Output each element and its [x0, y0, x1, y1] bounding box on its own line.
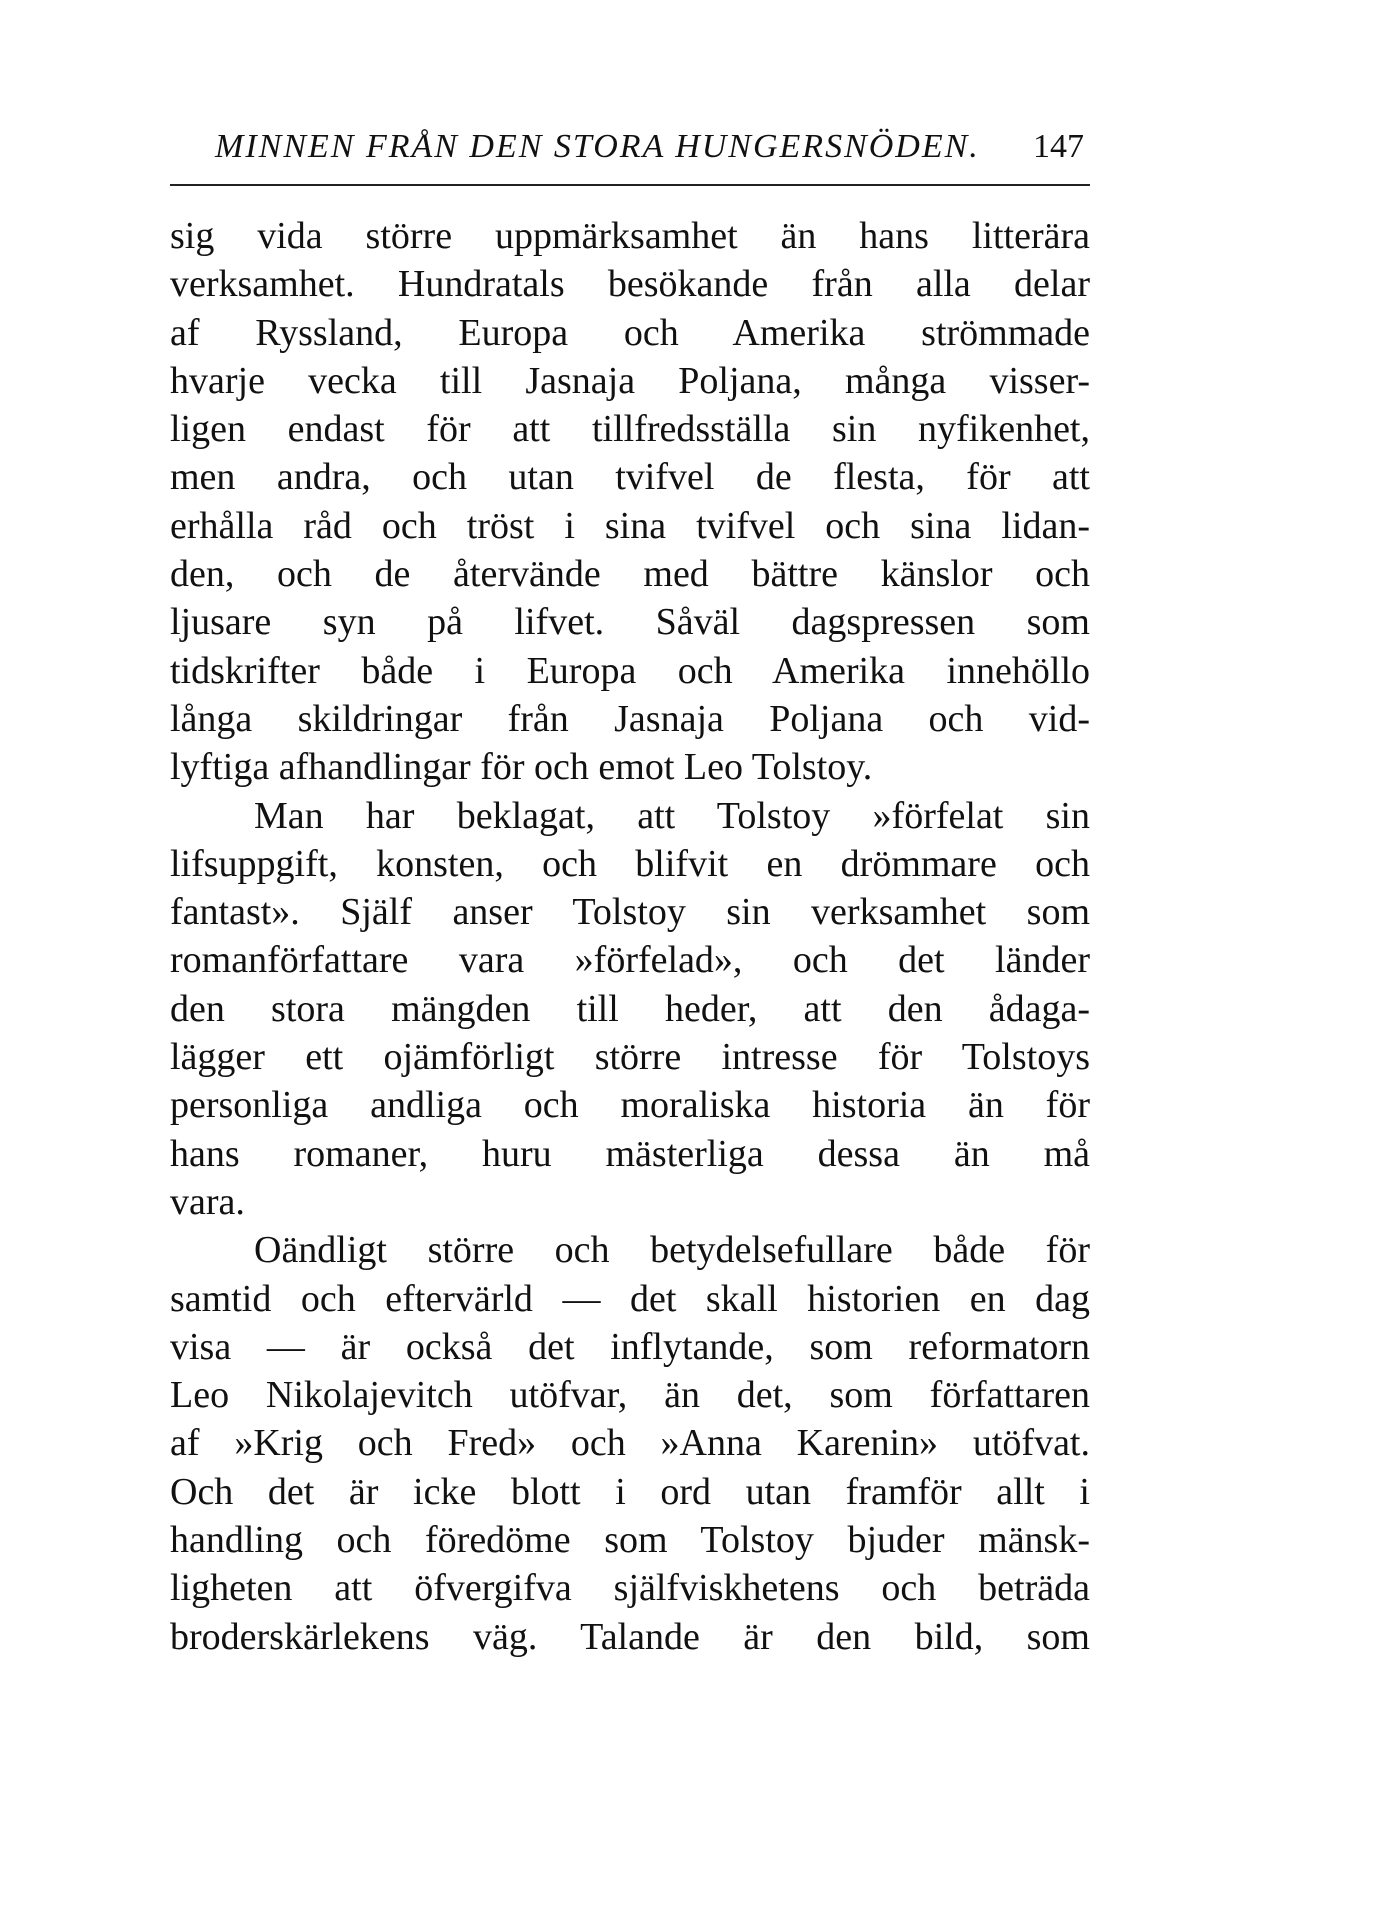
text-line: hvarje vecka till Jasnaja Poljana, många visser-: [170, 359, 1090, 402]
text-line: lyftiga afhandlingar för och emot Leo Tolstoy.: [170, 746, 873, 789]
body-text: [170, 212, 1090, 1661]
text-line: vara.: [170, 1180, 245, 1223]
running-head: [170, 128, 1090, 178]
text-line: Och det är icke blott i ord utan framför allt i: [170, 1470, 1090, 1513]
text-line: lifsuppgift, konsten, och blifvit en drömmare och: [170, 842, 1090, 885]
text-line: sig vida större uppmärksamhet än hans litterära: [170, 215, 1090, 257]
text-line: visa — är också det inflytande, som reformatorn: [170, 1325, 1090, 1368]
text-line: ligen endast för att tillfredsställa sin nyfikenhet,: [170, 408, 1090, 451]
text-line: romanförfattare vara »förfelad», och det länder: [170, 939, 1090, 982]
text-line: broderskärlekens väg. Talande är den bild, som: [170, 1615, 1090, 1658]
text-line: handling och föredöme som Tolstoy bjuder mänsk-: [170, 1519, 1090, 1562]
text-line: ligheten att öfvergifva själfviskhetens och beträda: [170, 1567, 1090, 1610]
text-line: lägger ett ojämförligt större intresse för Tolstoys: [170, 1036, 1090, 1079]
text-line: den, och de återvände med bättre känslor och: [170, 553, 1090, 596]
text-line: verksamhet. Hundratals besökande från alla delar: [170, 263, 1090, 306]
header-rule: [170, 184, 1090, 186]
text-line: Leo Nikolajevitch utöfvar, än det, som författaren: [170, 1374, 1090, 1417]
text-line: den stora mängden till heder, att den ådaga-: [170, 987, 1090, 1030]
text-line: samtid och eftervärld — det skall historien en dag: [170, 1277, 1090, 1320]
text-line: hans romaner, huru mästerliga dessa än må: [170, 1132, 1090, 1175]
text-line: Man har beklagat, att Tolstoy »förfelat sin: [254, 794, 1090, 837]
text-line: erhålla råd och tröst i sina tvifvel och sina lidan-: [170, 504, 1090, 547]
text-line: Oändligt större och betydelsefullare både för: [254, 1229, 1090, 1272]
text-line: ljusare syn på lifvet. Såväl dagspressen som: [170, 601, 1090, 644]
text-line: långa skildringar från Jasnaja Poljana och vid-: [170, 697, 1090, 740]
text-line: af Ryssland, Europa och Amerika strömmade: [170, 311, 1090, 354]
text-line: men andra, och utan tvifvel de flesta, för att: [170, 456, 1090, 499]
page-number: 147: [1033, 128, 1084, 165]
text-line: tidskrifter både i Europa och Amerika innehöllo: [170, 649, 1090, 692]
text-line: fantast». Själf anser Tolstoy sin verksamhet som: [170, 891, 1090, 934]
running-title: MINNEN FRÅN DEN STORA HUNGERSNÖDEN.: [215, 128, 980, 165]
text-line: af »Krig och Fred» och »Anna Karenin» utöfvat.: [170, 1422, 1090, 1465]
text-line: personliga andliga och moraliska historia än för: [170, 1084, 1090, 1127]
